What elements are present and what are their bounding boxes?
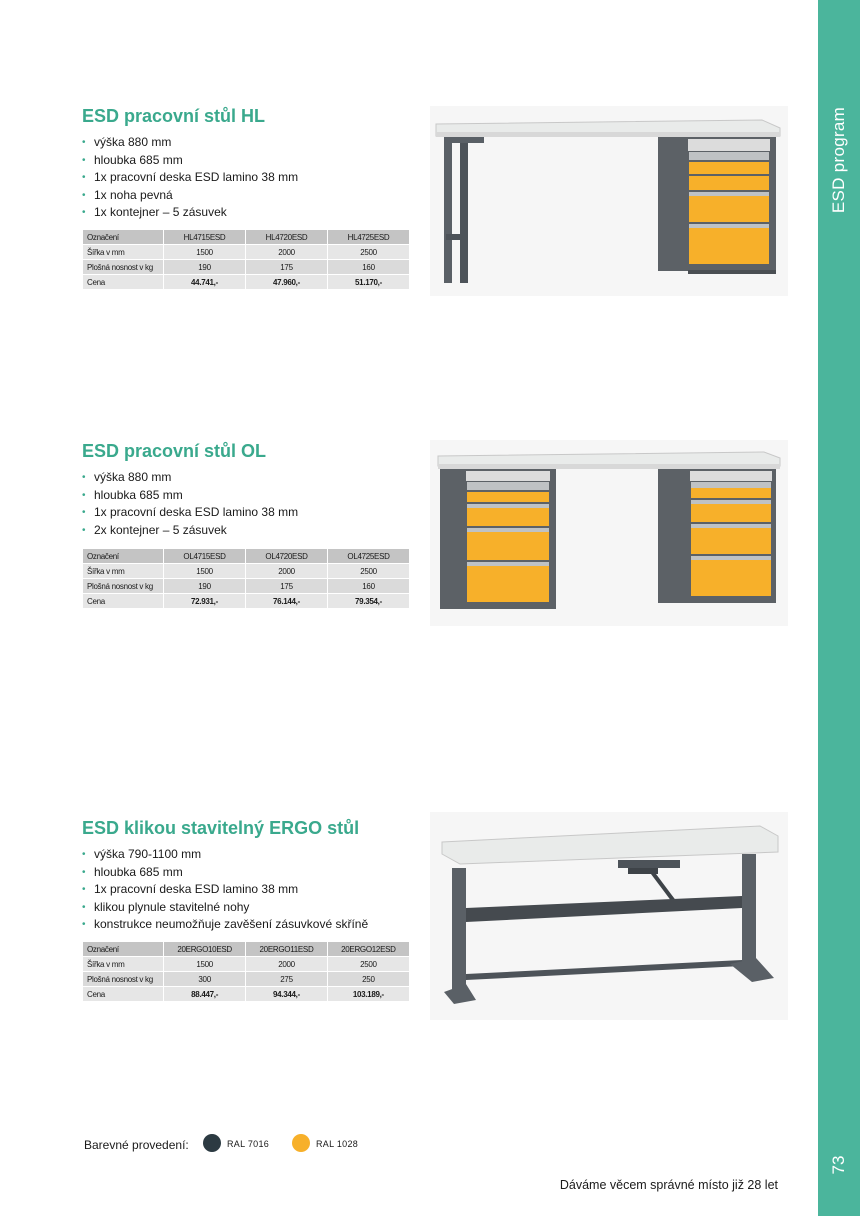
feature-item: • 1x pracovní deska ESD lamino 38 mm xyxy=(82,504,412,522)
table-cell: 2000 xyxy=(246,957,326,971)
legend-label: Barevné provedení: xyxy=(84,1138,189,1152)
feature-item: • výška 790-1100 mm xyxy=(82,846,412,864)
feature-item: • konstrukce neumožňuje zavěšení zásuvkové skříně xyxy=(82,916,412,934)
product-title: ESD klikou stavitelný ERGO stůl xyxy=(82,818,360,838)
table-cell: 20ERGO12ESD xyxy=(328,942,409,956)
table-cell: 275 xyxy=(246,972,326,986)
feature-item: • 1x noha pevná xyxy=(82,187,412,205)
product-image-hl xyxy=(430,106,788,296)
feature-list xyxy=(82,846,412,934)
product-title: ESD pracovní stůl OL xyxy=(82,441,267,461)
product-hl xyxy=(82,104,412,222)
table-row-price xyxy=(83,594,409,608)
section-tab xyxy=(818,100,860,220)
spec-table-ol xyxy=(82,548,410,609)
table-cell: HL4720ESD xyxy=(246,230,327,244)
feature-item: • 1x pracovní deska ESD lamino 38 mm xyxy=(82,169,412,187)
feature-item: • hloubka 685 mm xyxy=(82,864,412,882)
table-cell: 20ERGO11ESD xyxy=(246,942,326,956)
table-cell: 175 xyxy=(246,579,327,593)
price-cell: 94.344,- xyxy=(246,987,326,1001)
swatch-ral-1028 xyxy=(292,1134,310,1152)
table-cell: 20ERGO10ESD xyxy=(164,942,245,956)
table-cell: Označení xyxy=(83,230,163,244)
price-cell: 76.144,- xyxy=(246,594,327,608)
product-ergo xyxy=(82,816,412,934)
product-title: ESD pracovní stůl HL xyxy=(82,106,266,126)
table-row xyxy=(83,579,409,593)
feature-list xyxy=(82,134,412,222)
table-cell: OL4725ESD xyxy=(328,549,409,563)
swatch-ral-7016 xyxy=(203,1134,221,1152)
swatch-code: RAL 1028 xyxy=(316,1139,359,1149)
table-cell: 2000 xyxy=(246,564,327,578)
table-row-price xyxy=(83,275,409,289)
price-cell: 79.354,- xyxy=(328,594,409,608)
product-image-ol xyxy=(430,440,788,626)
table-cell: Šířka v mm xyxy=(83,957,163,971)
page-number-box xyxy=(818,1145,860,1185)
swatch-code: RAL 7016 xyxy=(227,1139,270,1149)
table-cell: 300 xyxy=(164,972,245,986)
table-cell: OL4720ESD xyxy=(246,549,327,563)
table-cell: Cena xyxy=(83,987,163,1001)
table-cell: 175 xyxy=(246,260,327,274)
table-cell: Označení xyxy=(83,942,163,956)
table-cell: Označení xyxy=(83,549,163,563)
spec-table-ergo xyxy=(82,941,410,1002)
table-row xyxy=(83,972,409,986)
table-cell: 190 xyxy=(164,260,245,274)
table-cell: 2500 xyxy=(328,564,409,578)
feature-item: • hloubka 685 mm xyxy=(82,152,412,170)
table-cell: Šířka v mm xyxy=(83,245,163,259)
table-cell: HL4715ESD xyxy=(164,230,245,244)
table-row xyxy=(83,564,409,578)
feature-list xyxy=(82,469,412,539)
page-number: 73 xyxy=(829,1155,848,1175)
product-ol xyxy=(82,439,412,539)
table-cell: Plošná nosnost v kg xyxy=(83,579,163,593)
table-cell: 190 xyxy=(164,579,245,593)
price-cell: 103.189,- xyxy=(328,987,409,1001)
table-cell: 2500 xyxy=(328,957,409,971)
table-row xyxy=(83,957,409,971)
table-cell: 1500 xyxy=(164,957,245,971)
table-cell: Plošná nosnost v kg xyxy=(83,972,163,986)
feature-item: • 2x kontejner – 5 zásuvek xyxy=(82,522,412,540)
feature-item: • klikou plynule stavitelné nohy xyxy=(82,899,412,917)
table-cell: 1500 xyxy=(164,245,245,259)
table-cell: Plošná nosnost v kg xyxy=(83,260,163,274)
price-cell: 51.170,- xyxy=(328,275,409,289)
table-cell: Cena xyxy=(83,594,163,608)
table-cell: Šířka v mm xyxy=(83,564,163,578)
price-cell: 72.931,- xyxy=(164,594,245,608)
table-cell: 160 xyxy=(328,579,409,593)
table-cell: 1500 xyxy=(164,564,245,578)
color-legend xyxy=(84,1134,384,1158)
table-cell: 160 xyxy=(328,260,409,274)
spec-table-hl xyxy=(82,229,410,290)
price-cell: 47.960,- xyxy=(246,275,327,289)
price-cell: 88.447,- xyxy=(164,987,245,1001)
table-cell: 2000 xyxy=(246,245,327,259)
table-cell: Cena xyxy=(83,275,163,289)
price-cell: 44.741,- xyxy=(164,275,245,289)
feature-item: • 1x kontejner – 5 zásuvek xyxy=(82,204,412,222)
section-label: ESD program xyxy=(829,106,848,214)
feature-item: • 1x pracovní deska ESD lamino 38 mm xyxy=(82,881,412,899)
table-cell: OL4715ESD xyxy=(164,549,245,563)
table-header-row xyxy=(83,549,409,563)
product-image-ergo xyxy=(430,812,788,1020)
table-header-row xyxy=(83,230,409,244)
table-row xyxy=(83,245,409,259)
table-header-row xyxy=(83,942,409,956)
table-cell: 2500 xyxy=(328,245,409,259)
table-row-price xyxy=(83,987,409,1001)
footer-tagline: Dáváme věcem správné místo již 28 let xyxy=(559,1178,778,1192)
table-cell: 250 xyxy=(328,972,409,986)
feature-item: • výška 880 mm xyxy=(82,469,412,487)
feature-item: • hloubka 685 mm xyxy=(82,487,412,505)
table-row xyxy=(83,260,409,274)
table-cell: HL4725ESD xyxy=(328,230,409,244)
feature-item: • výška 880 mm xyxy=(82,134,412,152)
